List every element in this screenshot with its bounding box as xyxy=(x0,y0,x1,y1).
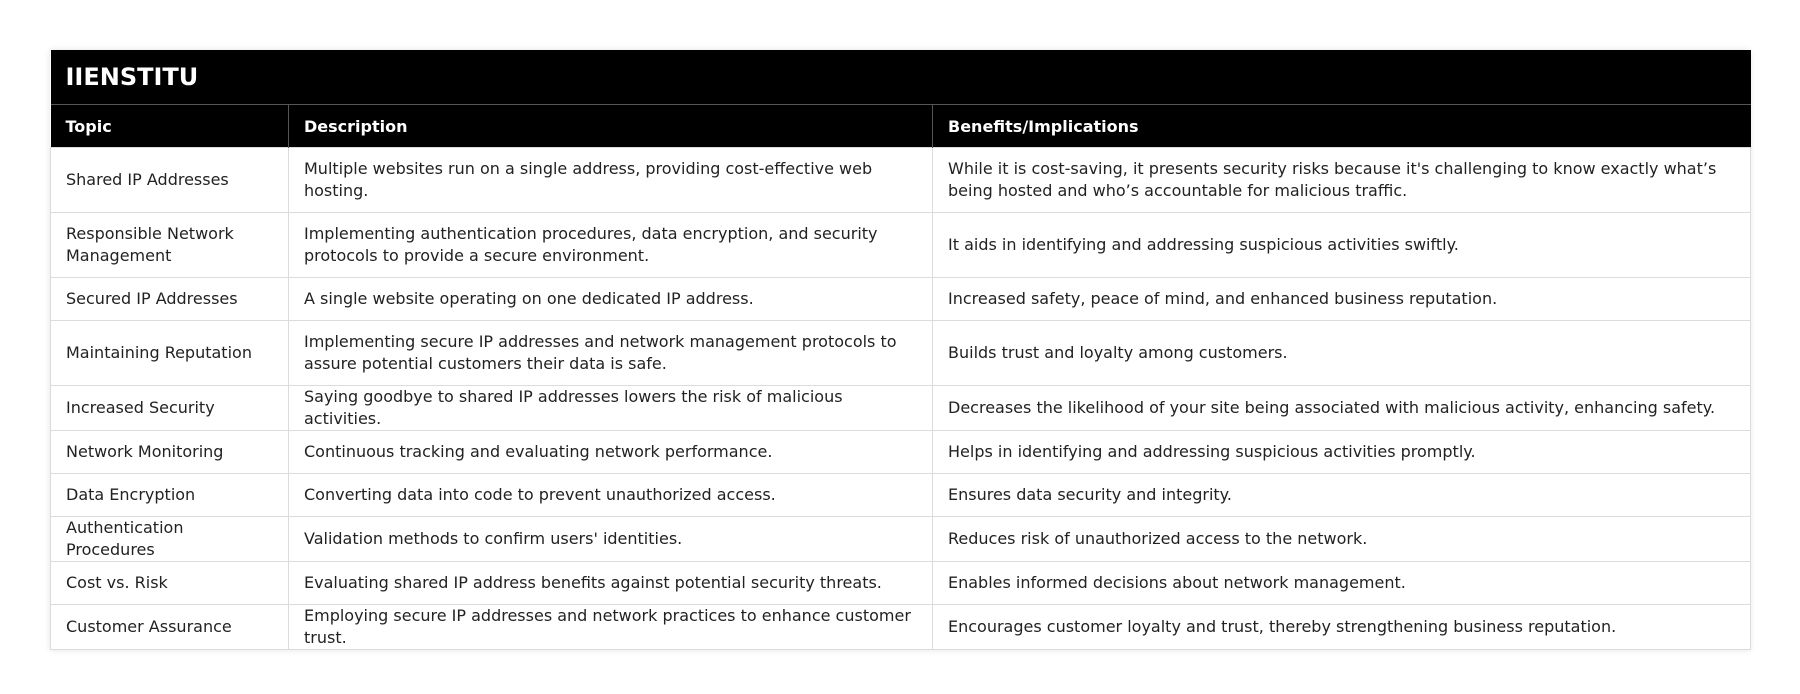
column-header-benefits: Benefits/Implications xyxy=(933,105,1751,148)
table-row xyxy=(51,148,1751,213)
cell-benefits: Decreases the likelihood of your site being associated with malicious activity, enhancing safety. xyxy=(933,386,1751,431)
info-table xyxy=(50,50,1751,650)
cell-benefits: Encourages customer loyalty and trust, thereby strengthening business reputation. xyxy=(933,605,1751,650)
table-row xyxy=(51,431,1751,474)
cell-description: Converting data into code to prevent unauthorized access. xyxy=(289,474,933,517)
table-row xyxy=(51,321,1751,386)
cell-description: Saying goodbye to shared IP addresses lowers the risk of malicious activities. xyxy=(289,386,933,431)
cell-description: Validation methods to confirm users' identities. xyxy=(289,517,933,562)
cell-benefits: While it is cost-saving, it presents security risks because it's challenging to know exactly what’s being hosted and who’s accountable for malicious traffic. xyxy=(933,148,1751,213)
table-row xyxy=(51,278,1751,321)
cell-benefits: Helps in identifying and addressing suspicious activities promptly. xyxy=(933,431,1751,474)
table-row xyxy=(51,517,1751,562)
cell-topic: Customer Assurance xyxy=(51,605,289,650)
cell-benefits: Enables informed decisions about network management. xyxy=(933,562,1751,605)
column-header-description: Description xyxy=(289,105,933,148)
cell-topic: Secured IP Addresses xyxy=(51,278,289,321)
table-header-row xyxy=(51,105,1751,148)
cell-topic: Shared IP Addresses xyxy=(51,148,289,213)
cell-topic: Responsible Network Management xyxy=(51,213,289,278)
info-table-card xyxy=(50,50,1750,650)
cell-description: Continuous tracking and evaluating network performance. xyxy=(289,431,933,474)
cell-benefits: Ensures data security and integrity. xyxy=(933,474,1751,517)
cell-benefits: Increased safety, peace of mind, and enhanced business reputation. xyxy=(933,278,1751,321)
table-row xyxy=(51,562,1751,605)
table-title: IIENSTITU xyxy=(51,50,1751,105)
cell-benefits: It aids in identifying and addressing suspicious activities swiftly. xyxy=(933,213,1751,278)
cell-topic: Maintaining Reputation xyxy=(51,321,289,386)
column-header-topic: Topic xyxy=(51,105,289,148)
table-title-row xyxy=(51,50,1751,105)
cell-description: Employing secure IP addresses and network practices to enhance customer trust. xyxy=(289,605,933,650)
cell-benefits: Builds trust and loyalty among customers. xyxy=(933,321,1751,386)
cell-topic: Increased Security xyxy=(51,386,289,431)
cell-benefits: Reduces risk of unauthorized access to the network. xyxy=(933,517,1751,562)
cell-topic: Data Encryption xyxy=(51,474,289,517)
cell-topic: Network Monitoring xyxy=(51,431,289,474)
table-row xyxy=(51,474,1751,517)
cell-topic: Authentication Procedures xyxy=(51,517,289,562)
table-row xyxy=(51,386,1751,431)
table-row xyxy=(51,213,1751,278)
cell-description: Evaluating shared IP address benefits against potential security threats. xyxy=(289,562,933,605)
table-row xyxy=(51,605,1751,650)
cell-topic: Cost vs. Risk xyxy=(51,562,289,605)
cell-description: Implementing authentication procedures, data encryption, and security protocols to provide a secure environment. xyxy=(289,213,933,278)
cell-description: Multiple websites run on a single address, providing cost-effective web hosting. xyxy=(289,148,933,213)
cell-description: A single website operating on one dedicated IP address. xyxy=(289,278,933,321)
cell-description: Implementing secure IP addresses and network management protocols to assure potential customers their data is safe. xyxy=(289,321,933,386)
